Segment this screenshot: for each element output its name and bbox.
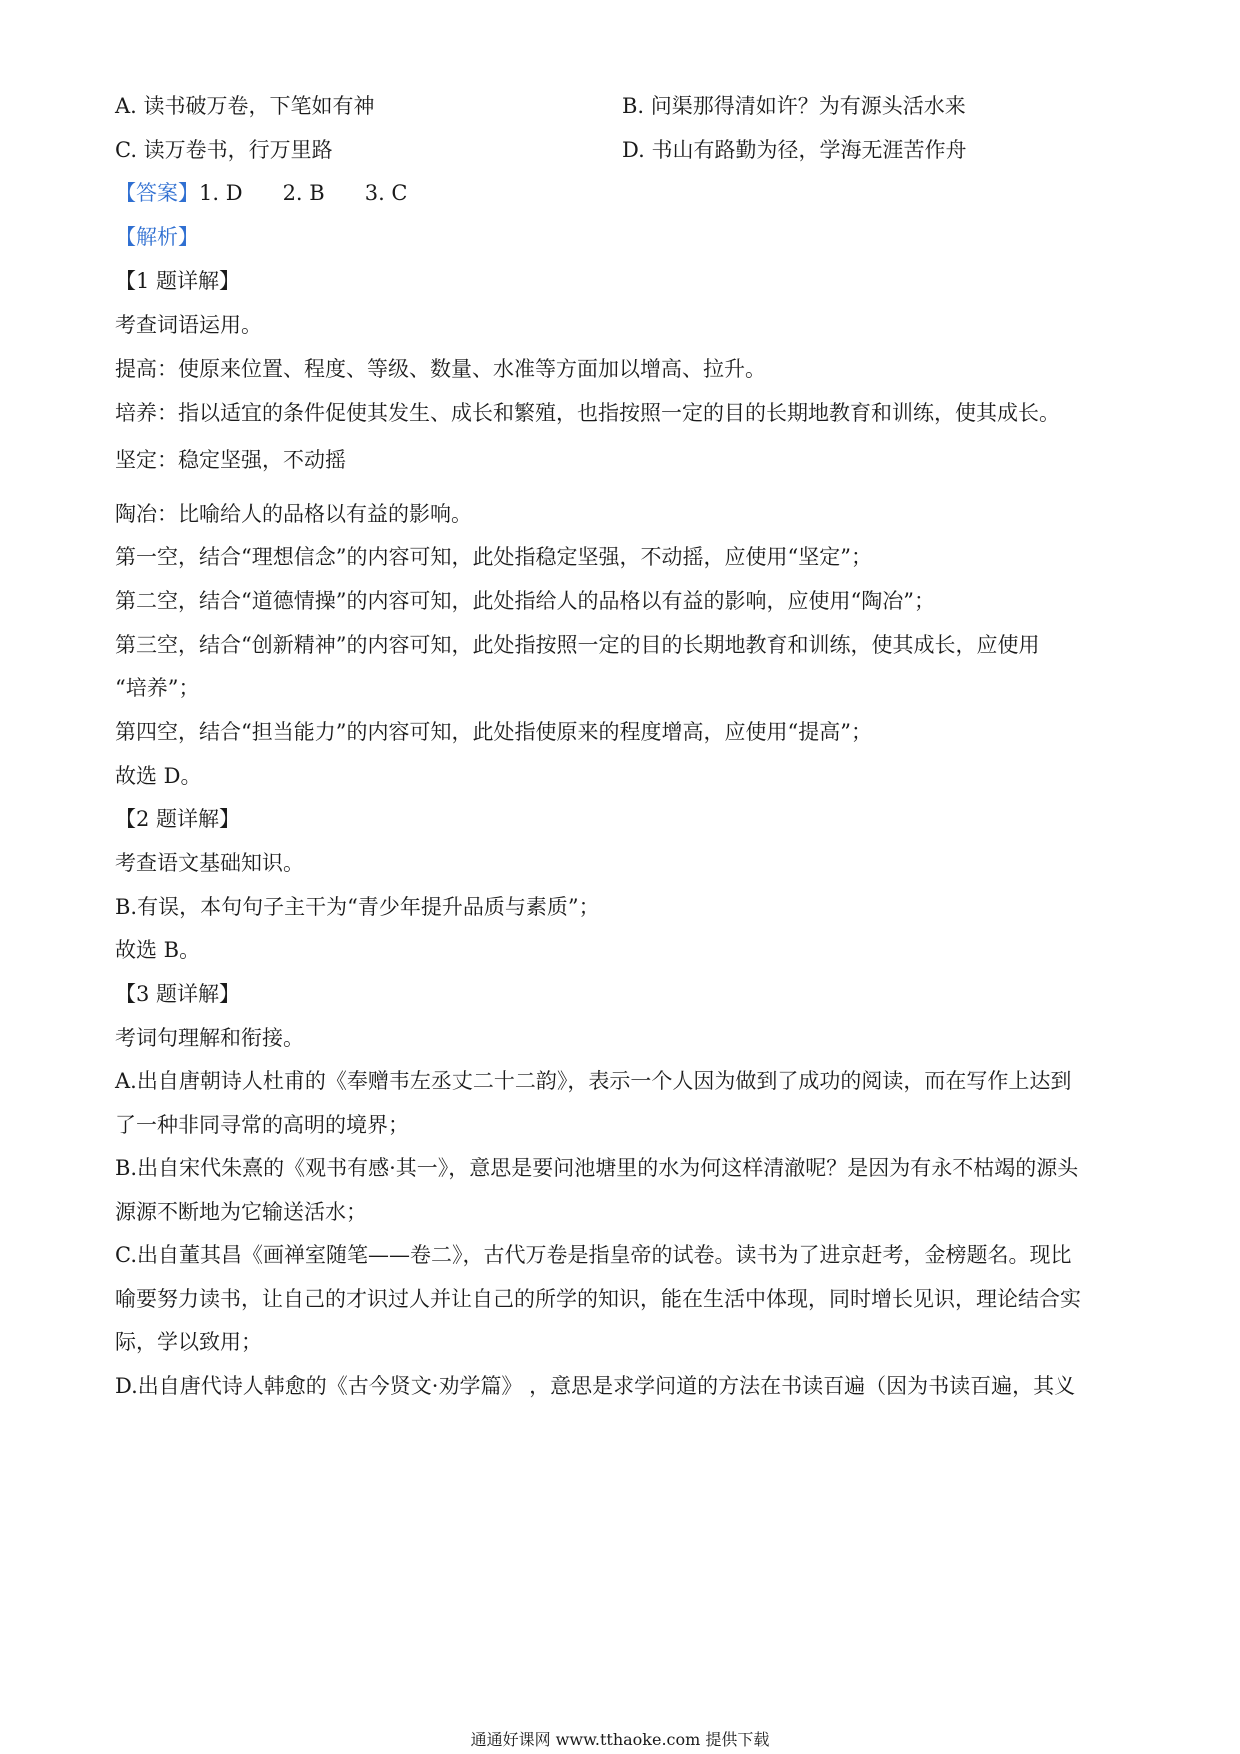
analysis-label: 【解析】	[115, 225, 199, 249]
q1-line: 第三空，结合“创新精神”的内容可知，此处指按照一定的目的长期地教育和训练，使其成长，应使用	[115, 633, 1040, 657]
q2-line: 故选 B。	[115, 938, 201, 962]
q1-line: 故选 D。	[115, 764, 202, 788]
q2-heading: 【2 题详解】	[115, 807, 241, 831]
q1-line: 第一空，结合“理想信念”的内容可知，此处指稳定坚强，不动摇，应使用“坚定”；	[115, 545, 872, 569]
q1-line: 陶冶：比喻给人的品格以有益的影响。	[115, 502, 472, 526]
q3-line: B.出自宋代朱熹的《观书有感·其一》，意思是要问池塘里的水为何这样清澈呢？是因为有永不枯竭的源头	[115, 1156, 1079, 1180]
answer-label: 【答案】	[115, 181, 199, 205]
option-d: D. 书山有路勤为径，学海无涯苦作舟	[622, 138, 967, 162]
option-a: A. 读书破万卷，下笔如有神	[115, 94, 375, 118]
q1-line: “培养”；	[115, 676, 200, 700]
q3-line: D.出自唐代诗人韩愈的《古今贤文·劝学篇》 ，意思是求学问道的方法在书读百遍（因为书读百遍，其义	[115, 1374, 1076, 1398]
options-row-cd	[115, 135, 1135, 165]
q1-line: 培养：指以适宜的条件促使其发生、成长和繁殖，也指按照一定的目的长期地教育和训练，使其成长。	[115, 401, 1060, 425]
q2-line: B.有误，本句句子主干为“青少年提升品质与素质”；	[115, 895, 600, 919]
q3-line: 了一种非同寻常的高明的境界；	[115, 1113, 409, 1137]
q3-line: A.出自唐朝诗人杜甫的《奉赠韦左丞丈二十二韵》，表示一个人因为做到了成功的阅读，而在写作上达到	[115, 1069, 1072, 1093]
q2-line: 考查语文基础知识。	[115, 851, 304, 875]
option-b: B. 问渠那得清如许？为有源头活水来	[622, 94, 966, 118]
q3-line: 际，学以致用；	[115, 1330, 262, 1354]
q1-heading: 【1 题详解】	[115, 269, 241, 293]
answer-item-2: 2. B	[282, 181, 325, 205]
q1-line: 考查词语运用。	[115, 313, 262, 337]
q3-line: 喻要努力读书，让自己的才识过人并让自己的所学的知识，能在生活中体现，同时增长见识，理论结合实	[115, 1287, 1081, 1311]
page-footer: 通通好课网 www.tthaoke.com 提供下载	[470, 1730, 770, 1749]
q1-line: 提高：使原来位置、程度、等级、数量、水准等方面加以增高、拉升。	[115, 357, 766, 381]
answer-item-3: 3. C	[364, 181, 408, 205]
q3-line: 源源不断地为它输送活水；	[115, 1200, 367, 1224]
q3-line: 考词句理解和衔接。	[115, 1026, 304, 1050]
q3-line: C.出自董其昌《画禅室随笔——卷二》，古代万卷是指皇帝的试卷。读书为了进京赶考，金榜题名。现比	[115, 1243, 1072, 1267]
answer-line	[115, 178, 1135, 208]
q3-heading: 【3 题详解】	[115, 982, 241, 1006]
q1-line: 坚定：稳定坚强，不动摇	[115, 448, 346, 472]
option-c: C. 读万卷书，行万里路	[115, 138, 333, 162]
answer-item-1: 1. D	[199, 181, 243, 205]
options-row-ab	[115, 91, 1135, 121]
q1-line: 第二空，结合“道德情操”的内容可知，此处指给人的品格以有益的影响，应使用“陶冶”；	[115, 589, 935, 613]
q1-line: 第四空，结合“担当能力”的内容可知，此处指使原来的程度增高，应使用“提高”；	[115, 720, 872, 744]
